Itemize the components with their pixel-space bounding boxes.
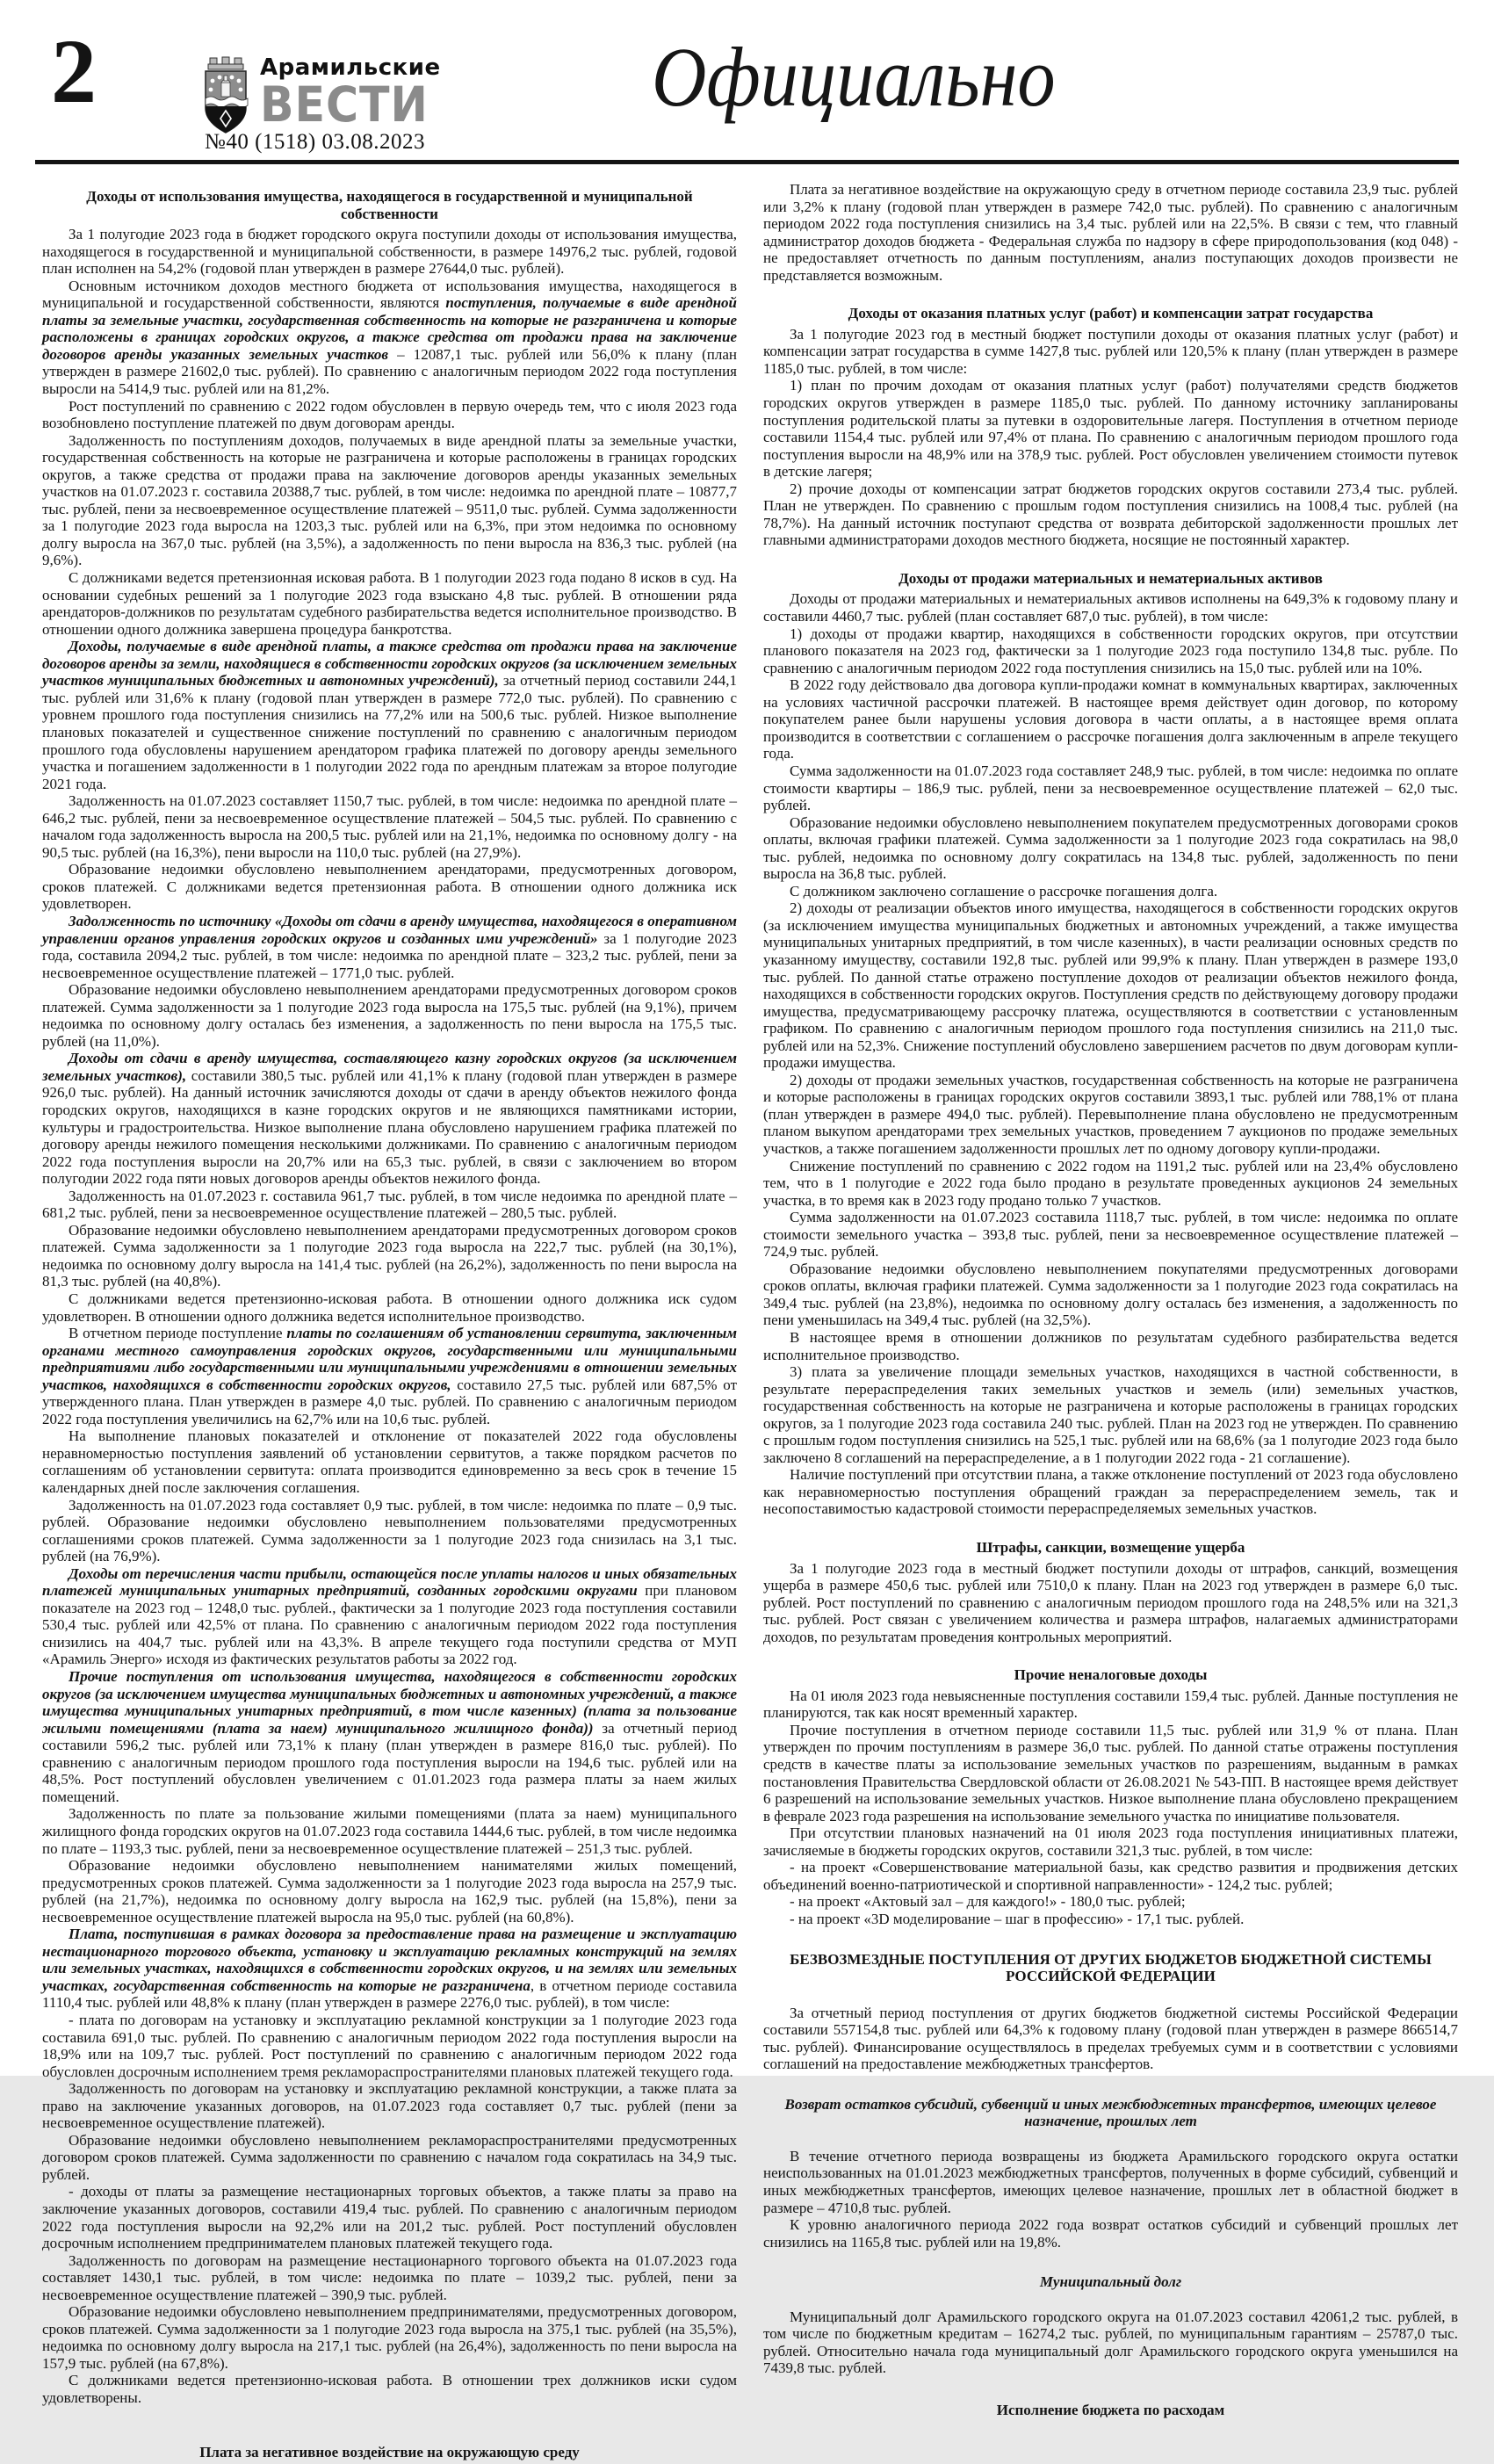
section-heading: Исполнение бюджета по расходам [996, 2401, 1225, 2418]
paragraph: За 1 полугодие 2023 года в местный бюджет поступили доходы от штрафов, санкций, возмещения ущерба в размере 450,6 тыс. рублей или 7510,0 к плану. План на 2023 год утвержден в размере 6,0 тыс. рублей. Рост поступлений по сравнению с аналогичным периодом прошлого года на 248,5% или на 321,3 тыс. рублей. Рост связан с увеличением количества и размера штрафов, налагаемых администраторами доходов, по результатам проведения контрольных мероприятий. [763, 1559, 1458, 1645]
paragraph: Образование недоимки обусловлено невыполнением рекламораспространителями предусмотренных договором сроков платежей. Сумма задолженности по сравнению с началом года сократилась на 34,9 тыс. рублей. [42, 2131, 737, 2183]
paragraph: В настоящее время в отношении должников по результатам судебного разбирательства ведется исполнительное производство. [763, 1329, 1458, 1363]
masthead-divider [35, 160, 1459, 164]
paragraph: 2) доходы от реализации объектов иного имущества, находящегося в собственности городских округов (за исключением имущества муниципальных бюджетных и автономных учреждений, а также имущества муниципальных унитарных предприятий, в том числе казенных), в части реализации основных средств по указанному имуществу, составили 192,8 тыс. рублей или 99,9% к плану. План утвержден в размере 193,0 тыс. рублей. По данной статье отражено поступление доходов от реализации объектов нежилого фонда, находящихся в собственности городских округов. Поступления средств по действующему договору продажи имущества, предусматривающему рассрочку платежа, осуществляются в соответствии с установленным графиком. По сравнению с аналогичным периодом прошлого года поступления снизились на 211,0 тыс. рублей или на 52,3%. Снижение поступлений обусловлено завершением расчетов по двум договорам купли-продажи имущества. [763, 900, 1458, 1072]
city-crest-icon [203, 56, 249, 135]
newspaper-name-top: Арамильские [260, 54, 441, 81]
section-heading: Муниципальный долг [1039, 2273, 1182, 2291]
section-heading: БЕЗВОЗМЕЗДНЫЕ ПОСТУПЛЕНИЯ ОТ ДРУГИХ БЮДЖЕТОВ БЮДЖЕТНОЙ СИСТЕМЫ РОССИЙСКОЙ ФЕДЕРАЦИИ [790, 1950, 1432, 1985]
paragraph: В течение отчетного периода возвращены из бюджета Арамильского городского округа остатки неиспользованных на 01.01.2023 межбюджетных трансфертов, полученных в форме субсидий, субвенций и иных межбюджетных трансфертов, имеющих целевое назначение, прошлых лет в областной бюджет в размере – 4710,8 тыс. рублей. [763, 2147, 1458, 2216]
paragraph: 2) прочие доходы от компенсации затрат бюджетов городских округов составили 273,4 тыс. рублей. План не утвержден. По сравнению с прошлым годом поступления снизились на 1008,4 тыс. рублей (на 78,7%). На данный источник поступают средства от возврата дебиторской задолженности прошлых лет главными администраторами доходов местного бюджета, носящие не постоянный характер. [763, 480, 1458, 549]
section-heading: Доходы от использования имущества, находящегося в государственной и муниципальной собственности [86, 188, 693, 222]
paragraph: Задолженность по плате за пользование жилыми помещениями (плата за наем) муниципального жилищного фонда городских округов на 01.07.2023 года составила 1444,6 тыс. рублей, в том числе недоимка по плате – 1193,3 тыс. рублей, пени за несвоевременное осуществление платежей – 251,3 тыс. рублей. [42, 1805, 737, 1857]
paragraph: С должниками ведется претензионно-исковая работа. В отношении трех должников иски судом удовлетворены. [42, 2372, 737, 2406]
paragraph: На выполнение плановых показателей и отклонение от показателей 2022 года обусловлены неравномерностью поступления заявлений об установлении сервитутов, а также порядком расчетов по соглашениям об установлении сервитута: оплата производится единовременно за весь срок в течение 15 календарных дней после заключения соглашения. [42, 1427, 737, 1497]
paragraph: На 01 июля 2023 года невыясненные поступления составили 159,4 тыс. рублей. Данные поступления не планируются, так как носят временный характер. [763, 1687, 1458, 1722]
paragraph: С должником заключено соглашение о рассрочке погашения долга. [790, 882, 1218, 900]
paragraph: - на проект «3D моделирование – шаг в профессию» - 17,1 тыс. рублей. [790, 1910, 1245, 1927]
paragraph: Образование недоимки обусловлено невыполнением предпринимателями, предусмотренных договором, сроков платежей. Сумма задолженности за 1 полугодие 2023 года выросла на 375,1 тыс. рублей (на 35,5%), недоимка по основному долгу выросла на 217,1 тыс. рублей (на 26,4%), задолженность по пени выросла на 157,9 тыс. рублей (на 67,8%). [42, 2303, 737, 2372]
paragraph: Задолженность по договорам на размещение нестационарного торгового объекта на 01.07.2023 года составляет 1430,1 тыс. рублей, в том числе: недоимка по плате – 1039,2 тыс. рублей, пени за несвоевременное осуществление платежей – 390,9 тыс. рублей. [42, 2251, 737, 2303]
paragraph: - доходы от платы за размещение нестационарных торговых объектов, а также платы за право на заключение указанных договоров, составили 419,4 тыс. рублей. По сравнению с аналогичным периодом 2022 года поступления выросли на 92,2% или на 201,2 тыс. рублей. Рост поступлений обусловлен досрочным исполнением предпринимателем плановых платежей текущего года. [42, 2183, 737, 2252]
section-heading: Штрафы, санкции, возмещение ущерба [976, 1539, 1245, 1557]
paragraph: За 1 полугодие 2023 года в бюджет городского округа поступили доходы от использования имущества, находящегося в государственной и муниципальной собственности, в размере 14976,2 тыс. рублей, годовой план исполнен на 54,2% (годовой план утвержден в размере 27644,0 тыс. рублей). [42, 226, 737, 278]
newspaper-name-bottom: ВЕСТИ [260, 76, 429, 133]
section-heading: Прочие неналоговые доходы [1014, 1666, 1208, 1684]
page-number: 2 [51, 21, 97, 122]
paragraph: Задолженность по договорам на установку и эксплуатацию рекламной конструкции, а также плата за право на заключение указанных договоров, на 01.07.2023 года составляет 0,7 тыс. рублей (пени за несвоевременное осуществление платежей). [42, 2080, 737, 2132]
newspaper-logo [260, 54, 453, 133]
paragraph: Основным источником доходов местного бюджета от использования имущества, находящегося в муниципальной и государственной собственности, являются поступления, получаемые в виде арендной платы за земельные участки, государственная собственность на которые не разграничена и которые расположены в границах городских округов, а также средства от продажи права на заключение договоров аренды указанных земельных участков – 12087,1 тыс. рублей или 56,0% к плану (план утвержден в размере 21602,0 тыс. рублей). По сравнению с аналогичным периодом 2022 года поступления выросли на 5414,9 тыс. рублей или на 81,2%. [42, 277, 738, 398]
paragraph: Сумма задолженности на 01.07.2023 года составляет 248,9 тыс. рублей, в том числе: недоимка по оплате стоимости квартиры – 186,9 тыс. рублей, пени за несвоевременное осуществление платежей – 62,0 тыс. рублей. [763, 762, 1458, 814]
paragraph: - на проект «Актовый зал – для каждого!» - 180,0 тыс. рублей; [790, 1893, 1186, 1911]
paragraph: Доходы, получаемые в виде арендной платы, а также средства от продажи права на заключение договоров аренды за земли, находящиеся в собственности городских округов (за исключением земельных участков муниципальных бюджетных и автономных учреждений), за отчетный период составили 244,1 тыс. рублей или 31,6% к плану (годовой план утвержден в размере 772,0 тыс. рублей). По сравнению с уровнем прошлого года поступления снизились на 77,2% или на 500,6 тыс. рублей. Низкое выполнение плановых показателей и существенное снижение поступлений по сравнению с аналогичным периодом прошлого года обусловлены нарушением арендатором графика платежей по договору аренды земельного участка и погашением задолженности в 1 полугодии 2022 года по арендным платежам за второе полугодие 2021 года. [42, 638, 737, 792]
section-heading: Доходы от оказания платных услуг (работ) и компенсации затрат государства [848, 305, 1374, 322]
paragraph: Наличие поступлений при отсутствии плана, а также отклонение поступлений от 2023 года обусловлено как неравномерностью поступления обращений граждан за перераспределением земель, так и несопоставимостью кадастровой стоимости перераспределяемых земельных участков. [763, 1466, 1458, 1518]
section-heading: Возврат остатков субсидий, субвенций и иных межбюджетных трансфертов, имеющих целевое назначение, прошлых лет [784, 2095, 1437, 2130]
paragraph: Рост поступлений по сравнению с 2022 годом обусловлен в первую очередь тем, что с июля 2023 года возобновлено поступление платежей по двум договорам аренды. [42, 397, 737, 432]
paragraph: К уровню аналогичного периода 2022 года возврат остатков субсидий и субвенций прошлых лет снизились на 1165,8 тыс. рублей или на 19,8%. [763, 2216, 1458, 2251]
paragraph: 2) доходы от продажи земельных участков, государственная собственность на которые не разграничена и которые расположены в границах городских округов составили 3893,1 тыс. рублей или 788,1% от плана (план утвержден в размере 494,0 тыс. рублей). Перевыполнение плана обусловлено не предусмотренным планом выкупом арендаторами трех земельных участков, проведением 7 аукционов по продаже земельных участков, а также погашением задолженности прошлых лет по одному договору купли-продажи. [763, 1071, 1458, 1157]
paragraph: Сумма задолженности на 01.07.2023 составила 1118,7 тыс. рублей, в том числе: недоимка по оплате стоимости земельного участка – 393,8 тыс. рублей, пени за несвоевременное осуществление платежей – 724,9 тыс. рублей. [763, 1209, 1458, 1261]
paragraph: Образование недоимки обусловлено невыполнением покупателями предусмотренных договорами сроков оплаты, включая графики платежей. Сумма задолженности за 1 полугодие 2023 года сократилась на 349,4 тыс. рублей (на 23,8%), недоимка по основному долгу осталась без изменения, а задолженность по пени уменьшилась на 349,4 тыс. рублей (на 32,5%). [763, 1260, 1458, 1329]
paragraph: Образование недоимки обусловлено невыполнением арендаторами, предусмотренных договором, сроков платежей. С должниками ведется претензионная работа. В отношении одного должника иск удовлетворен. [42, 861, 737, 913]
paragraph: Снижение поступлений по сравнению с 2022 годом на 1191,2 тыс. рублей или на 23,4% обусловлено тем, что в 1 полугодие е 2022 года было продано в результате проведенных аукционов 24 земельных участка, в то время как в 2023 году продано только 7 участков. [763, 1157, 1458, 1209]
paragraph: С должниками ведется претензионно-исковая работа. В отношении одного должника иск судом удовлетворен. В отношении одного должника ведется исполнительное производство. [42, 1290, 737, 1325]
paragraph: Образование недоимки обусловлено невыполнением нанимателями жилых помещений, предусмотренных сроков платежей. Сумма задолженности за 1 полугодие 2023 года выросла на 257,9 тыс. рублей (на 21,7%), недоимка по основному долгу выросла на 162,9 тыс. рублей (на 15,8%), пени за несвоевременное осуществление платежей выросла на 95,0 тыс. рублей (на 60,8%). [42, 1857, 737, 1926]
paragraph: При отсутствии плановых назначений на 01 июля 2023 года поступления инициативных платежи, зачисляемые в бюджеты городских округов, составили 321,3 тыс. рублей, в том числе: [763, 1825, 1458, 1859]
paragraph: Образование недоимки обусловлено невыполнением арендаторами предусмотренных договором сроков платежей. Сумма задолженности за 1 полугодие 2023 года выросла на 175,5 тыс. рублей (на 9,1%), причем недоимка по основному долгу осталась без изменения, а задолженность по пени выросла на 175,5 тыс. рублей (на 11,0%). [42, 981, 737, 1050]
paragraph: Задолженность по источнику «Доходы от сдачи в аренду имущества, находящегося в оперативном управлении органов управления городских округов и созданных ими учреждений» за 1 полугодие 2023 года, составила 2094,2 тыс. рублей, в том числе: недоимка по арендной плате – 323,2 тыс. рублей, пени за несвоевременное осуществление платежей – 1771,0 тыс. рублей. [42, 912, 737, 981]
paragraph: За отчетный период поступления от других бюджетов бюджетной системы Российской Федерации составили 557154,8 тыс. рублей или 64,3% к годовому плану (годовой план утвержден в размере 866514,7 тыс. рублей). Финансирование осуществлялось в пределах требуемых сумм и в соответствии с условиями соглашений на предоставление межбюджетных трансфертов. [763, 2004, 1458, 2073]
paragraph: Задолженность на 01.07.2023 года составляет 0,9 тыс. рублей, в том числе: недоимка по плате – 0,9 тыс. рублей. Образование недоимки обусловлено невыполнением пользователями предусмотренных соглашениями сроков платежей. Сумма задолженности за 1 полугодие 2023 года снизилась на 3,1 тыс. рублей (на 76,9%). [42, 1496, 737, 1565]
paragraph: Задолженность по поступлениям доходов, получаемых в виде арендной платы за земельные участки, государственная собственность на которые не разграничена и которые расположены в границах городских округов, а также средства от продажи права на заключение договоров аренды указанных земельных участков на 01.07.2023 г. составила 20388,7 тыс. рублей, в том числе: недоимка по арендной плате – 10877,7 тыс. рублей, пени за несвоевременное осуществление платежей – 9511,0 тыс. рублей. Сумма задолженности за 1 полугодие 2023 года выросла на 1203,3 тыс. рублей или на 6,3%, при этом недоимка по основному долгу выросла на 367,0 тыс. рублей (на 3,5%), а задолженность по пени выросла на 836,3 тыс. рублей (на 9,6%). [42, 431, 737, 569]
issue-info: №40 (1518) 03.08.2023 [205, 130, 426, 154]
left-column [42, 181, 737, 2464]
paragraph: В отчетном периоде поступление платы по соглашениям об установлении сервитута, заключенным органами местного самоуправления городских округов, государственными или муниципальными предприятиями либо государственными или муниципальными учреждениями в отношении земельных участков, находящихся в собственности городских округов, составило 27,5 тыс. рублей или 687,5% от утвержденного плана. План утвержден в размере 4,0 тыс. рублей. По сравнению с аналогичным периодом 2022 года поступления увеличились на 62,7% или на 10,6 тыс. рублей. [42, 1325, 737, 1427]
paragraph: Доходы от перечисления части прибыли, остающейся после уплаты налогов и иных обязательных платежей муниципальных унитарных предприятий, созданных городскими округами при плановом показателе на 2023 год – 1248,0 тыс. рублей., фактически за 1 полугодие 2023 года поступления составили 530,4 тыс. рублей или 42,5% от плана. По сравнению с аналогичным периодом 2022 года поступления снизились на 404,7 тыс. рублей или на 43,3%. В апреле текущего года поступили средства от МУП «Арамиль Энерго» исходя из фактических результатов работы за 2022 год. [42, 1564, 737, 1668]
paragraph: Доходы от продажи материальных и нематериальных активов исполнены на 649,3% к годовому плану и составили 4460,7 тыс. рублей (план составляет 687,0 тыс. рублей), в том числе: [763, 590, 1458, 625]
paragraph: Плата за негативное воздействие на окружающую среду в отчетном периоде составила 23,9 тыс. рублей или 3,2% к плану (годовой план утвержден в размере 742,0 тыс. рублей). По сравнению с аналогичным периодом 2022 года поступления снизились на 3,4 тыс. рублей или на 22,5%. В связи с тем, что главный администратор доходов бюджета - Федеральная служба по надзору в сфере природопользования (код 048) - не предоставляет отчетность по данным поступлениям, анализ поступающих доходов произвести не представляется возможным. [763, 181, 1458, 284]
paragraph: 1) план по прочим доходам от оказания платных услуг (работ) получателями средств бюджетов городских округов утвержден в размере 1185,0 тыс. рублей. По данному источнику запланированы поступления родительской платы за путевки в оздоровительные лагеря. Поступления в отчетном периоде составили 1154,4 тыс. рублей или 97,4% от плана. По сравнению с аналогичным периодом прошлого года поступления выросли на 48,9% или на 378,9 тыс. рублей. Рост обусловлен увеличением стоимости путевок в детские лагеря; [763, 377, 1458, 481]
paragraph: Образование недоимки обусловлено невыполнением арендаторами предусмотренных договором сроков платежей. Сумма задолженности за 1 полугодие 2023 года выросла на 222,7 тыс. рублей (на 30,1%), недоимка по основному долгу выросла на 141,4 тыс. рублей (на 26,2%), задолженность по пени выросла на 81,3 тыс. рублей (на 40,8%). [42, 1221, 737, 1290]
right-column [763, 181, 1458, 2464]
paragraph: 1) доходы от продажи квартир, находящихся в собственности городских округов, при отсутствии планового показателя на 2023 год, фактически за 1 полугодие 2023 года поступило 134,8 тыс. рубле. По сравнению с аналогичным периодом 2022 года поступления снизились на 15,0 тыс. рублей или на 10%. [763, 625, 1458, 676]
paragraph: - плата по договорам на установку и эксплуатацию рекламной конструкции за 1 полугодие 2023 года составила 691,0 тыс. рублей. По сравнению с аналогичным периодом 2022 года поступления выросли на 18,9% или на 109,7 тыс. рублей. Рост поступлений по сравнению с аналогичным периодом 2022 года обусловлен досрочным исполнением тремя рекламораспространителями плановых платежей текущего года. [42, 2011, 737, 2080]
paragraph: 3) плата за увеличение площади земельных участков, находящихся в частной собственности, в результате перераспределения таких земельных участков и земель (или) земельных участков, государственная собственность на которые не разграничена и которые расположены в границах городских округов, за 1 полугодие 2023 года составила 240 тыс. рублей. План на 2023 год не утвержден. По сравнению с прошлым годом поступления снизились на 525,1 тыс. рублей или на 68,6% (за 1 полугодие 2023 года было заключено 8 соглашений на перераспределение, а в 1 полугодии 2022 года - 21 соглашение). [763, 1363, 1458, 1466]
paragraph: Муниципальный долг Арамильского городского округа на 01.07.2023 составил 42061,2 тыс. рублей, в том числе по бюджетным кредитам – 16274,2 тыс. рублей, по муниципальным гарантиям – 25787,0 тыс. рублей. Относительно начала года муниципальный долг Арамильского городского округа уменьшился на 7439,8 тыс. рублей. [763, 2308, 1458, 2377]
article-body [42, 181, 1458, 2464]
paragraph: Прочие поступления от использования имущества, находящегося в собственности городских округов (за исключением имущества муниципальных бюджетных и автономных учреждений, а также имущества муниципальных унитарных предприятий, в том числе казенных) (плата за пользование жилыми помещениями (плата за наем) муниципального жилищного фонда)) за отчетный период составили 596,2 тыс. рублей или 73,1% к плану (план утвержден в размере 816,0 тыс. рублей). По сравнению с аналогичным периодом прошлого года поступления выросли на 194,6 тыс. рублей или на 48,5%. Рост поступлений обусловлен увеличением с 01.01.2023 года размера платы за наем жилых помещений. [42, 1668, 737, 1805]
paragraph: Доходы от сдачи в аренду имущества, составляющего казну городских округов (за исключением земельных участков), составили 380,5 тыс. рублей или 41,1% к плану (годовой план утвержден в размере 926,0 тыс. рублей). На данный источник зачисляются доходы от сдачи в аренду объектов нежилого фонда городских округов, находящихся в казне городских округов и не являющихся памятниками истории, культуры и градостроительства. Низкое выполнение плана обусловлено нарушением графика платежей по договору аренды нежилого помещения несколькими должниками. По сравнению с аналогичным периодом 2022 года поступления выросли на 20,7% или на 65,3 тыс. рублей, в связи с заключением во втором полугодии 2022 года пяти новых договоров аренды объектов нежилого фонда. [42, 1050, 738, 1188]
paragraph: Прочие поступления в отчетном периоде составили 11,5 тыс. рублей или 31,9 % от плана. План утвержден по прочим поступлениям в размере 36,0 тыс. рублей. По данной статье отражены поступления средств в качестве платы за использование земельных участков по разрешениям, выданным в рамках постановления Правительства Свердловской области от 26.08.2021 № 543-ПП. В настоящее время действует 6 разрешений на использование земельных участков. Низкое выполнение плана обусловлено прекращением в феврале 2023 года разрешения на использование земельного участка по инициативе пользователя. [763, 1721, 1458, 1825]
paragraph: С должниками ведется претензионная исковая работа. В 1 полугодии 2023 года подано 8 исков в суд. На основании судебных решений за 1 полугодие 2023 года взыскано 4,8 тыс. рублей. В отношении ряда арендаторов-должников по результатам судебного разбирательства ведется исполнительное производство. В отношении одного должника завершена процедура банкротства. [42, 569, 737, 638]
section-heading: Плата за негативное воздействие на окружающую среду [199, 2443, 580, 2460]
paragraph: За 1 полугодие 2023 год в местный бюджет поступили доходы от оказания платных услуг (работ) и компенсации затрат государства в сумме 1427,8 тыс. рублей или 120,5% к плану (план утвержден в размере 1185,0 тыс. рублей, в том числе: [763, 325, 1458, 377]
section-banner: Официально [652, 30, 1056, 124]
paragraph: - на проект «Совершенствование материальной базы, как средство развития и продвижения детских объединений военно-патриотической и спортивной направленности» - 124,2 тыс. рублей; [763, 1859, 1458, 1893]
paragraph: Задолженность на 01.07.2023 г. составила 961,7 тыс. рублей, в том числе недоимка по арендной плате – 681,2 тыс. рублей, пени за несвоевременное осуществление платежей – 280,5 тыс. рублей. [42, 1187, 737, 1222]
paragraph: Плата, поступившая в рамках договора за предоставление права на размещение и эксплуатацию нестационарного торгового объекта, установку и эксплуатацию рекламных конструкций на землях или земельных участках, находящихся в собственности городских округов, и на землях или земельных участках, государственная собственность на которые не разграничена, в отчетном периоде составила 1110,4 тыс. рублей или 48,8% к плану (план утвержден в размере 2276,0 тыс. рублей), в том числе: [42, 1926, 737, 2012]
paragraph: Задолженность на 01.07.2023 составляет 1150,7 тыс. рублей, в том числе: недоимка по арендной плате – 646,2 тыс. рублей, пени за несвоевременное осуществление платежей – 504,5 тыс. рублей. По сравнению с началом года задолженность выросла на 200,5 тыс. рублей или на 21,1%, недоимка по основному долгу - на 90,5 тыс. рублей (на 16,3%), пени выросли на 110,0 тыс. рублей (на 27,9%). [42, 792, 737, 861]
paragraph: В 2022 году действовало два договора купли-продажи комнат в коммунальных квартирах, заключенных на условиях частичной рассрочки платежей. В настоящее время действует один договор, по которому покупателем ранее были нарушены условия договора в части оплаты, а в настоящее время оплата производится в соответствии с соглашением о рассрочке погашения долга заключенным в апреле текущего года. [763, 676, 1458, 762]
section-heading: Доходы от продажи материальных и нематериальных активов [899, 569, 1323, 587]
paragraph: Образование недоимки обусловлено невыполнением покупателем предусмотренных договорами сроков оплаты, включая графики платежей. Сумма задолженности за 1 полугодие 2023 года сократилась на 98,0 тыс. рублей, недоимка по основному долгу сократилась на 134,8 тыс. рублей, задолженность по пени выросла на 36,8 тыс. рублей. [763, 813, 1458, 883]
